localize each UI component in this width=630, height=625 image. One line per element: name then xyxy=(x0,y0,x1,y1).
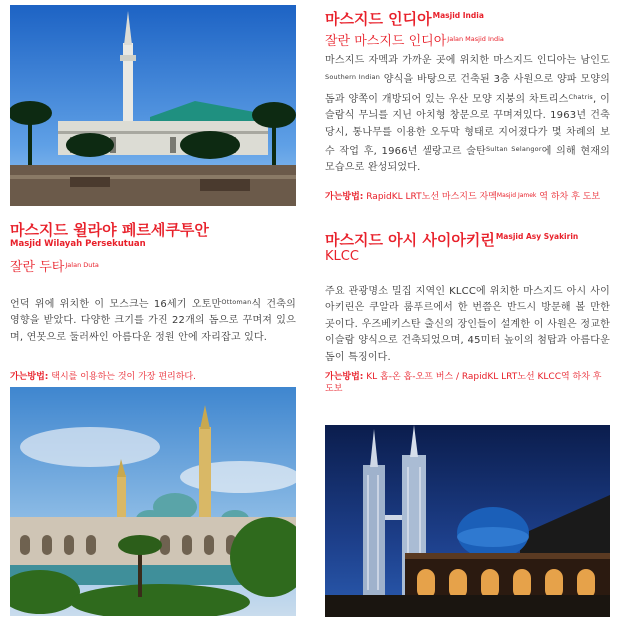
india-body-term: Southern Indian xyxy=(325,73,381,82)
india-directions xyxy=(325,190,610,203)
asy-directions xyxy=(325,371,610,395)
wilayah-body xyxy=(10,294,296,346)
india-title-ko: 마스지드 인디아 xyxy=(325,10,432,28)
india-body-term: Chatris xyxy=(568,92,593,101)
wilayah-body-part: 식 건축의 영향을 받았다. 다양한 크기를 가진 22개의 돔으로 꾸며져 있으며, 연못으로 둘러싸인 아름다운 정원 안에 자리잡고 있다. xyxy=(10,299,296,343)
directions-term: Masjid Jamek xyxy=(496,192,537,199)
india-title-en: Masjid India xyxy=(432,11,484,20)
directions-text: KL 홉-온 홉-오프 버스 / RapidKL LRT노선 KLCC역 하차 후 도보 xyxy=(325,372,602,394)
masjid-negara-photo xyxy=(10,5,296,206)
india-body-part: 양식을 바탕으로 건축된 3층 사원으로 양파 모양의 돔과 양쪽이 개방되어 있는 우산 모양 지붕의 차트리스 xyxy=(325,74,610,105)
india-body-term: Sultan Selangor xyxy=(485,145,542,154)
india-location-ko: 잘란 마스지드 인디아 xyxy=(325,34,447,49)
wilayah-title-ko: 마스지드 윌라야 페르세쿠투안 xyxy=(10,221,209,239)
india-location xyxy=(325,30,504,49)
wilayah-location-en: Jalan Duta xyxy=(65,261,99,269)
india-title xyxy=(325,8,484,29)
india-body-part: 에 의해 현재의 모습으로 완성되었다. xyxy=(325,146,611,174)
directions-text: 역 하차 후 도보 xyxy=(536,192,601,202)
india-body xyxy=(325,53,610,177)
directions-text: 택시를 이용하는 것이 가장 편리하다. xyxy=(48,372,196,382)
india-body-part: 마스지드 자멕과 가까운 곳에 위치한 마스지드 인디아는 남인도 xyxy=(325,55,610,66)
masjid-wilayah-photo xyxy=(10,387,296,616)
wilayah-body-part: 언덕 위에 위치한 이 모스크는 16세기 오토만 xyxy=(10,299,222,310)
directions-label: 가는방법: xyxy=(10,372,49,382)
asy-title-ko: 마스지드 아시 사이아키린 xyxy=(325,231,495,249)
wilayah-title-en: Masjid Wilayah Persekutuan xyxy=(10,239,146,249)
asy-location: KLCC xyxy=(325,249,359,264)
directions-label: 가는방법: xyxy=(325,192,364,202)
asy-body: 주요 관광명소 밀집 지역인 KLCC에 위치한 마스지드 아시 사이아키린은 쿠알라 룸푸르에서 한 번쯤은 반드시 방문해 볼 만한 곳이다. 우즈베키스탄 출신의 장인들이 설계한 이 사원은 정교한 이슬람 양식으로 건축되었으며, 45미터 높이의 첨탑과 아름다운 돔이 특징이다. xyxy=(325,286,610,363)
directions-text: RapidKL LRT노선 마스지드 자멕 xyxy=(363,192,497,202)
wilayah-directions xyxy=(10,371,296,383)
directions-label: 가는방법: xyxy=(325,372,364,382)
wilayah-title xyxy=(10,219,209,240)
asy-title xyxy=(325,229,578,250)
india-location-en: Jalan Masjid India xyxy=(447,35,504,43)
wilayah-location-ko: 잘란 두타 xyxy=(10,260,65,275)
petronas-towers-mosque-photo xyxy=(325,425,610,617)
wilayah-location xyxy=(10,256,99,275)
asy-title-en: Masjid Asy Syakirin xyxy=(495,232,579,241)
wilayah-body-term: Ottoman xyxy=(221,298,252,306)
india-body-part: , 이슬람식 무늬를 지닌 아치형 창문으로 꾸며져있다. 1963년 건축 당시, 통나무를 이용한 오두막 형태로 지어졌다가 몇 차례의 보수 작업 후, 1966년 셀랑고르 술탄 xyxy=(325,93,610,158)
